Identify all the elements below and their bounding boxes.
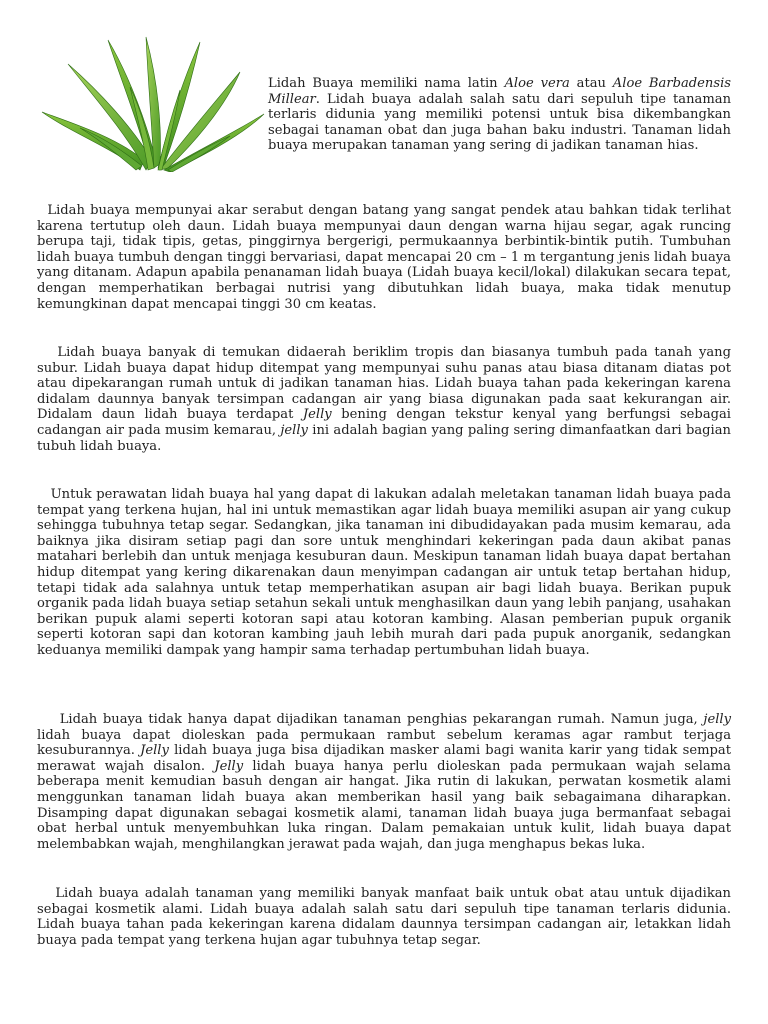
paragraph-5: Lidah buaya adalah tanaman yang memiliki banyak manfaat baik untuk obat atau untuk dijadikan sebagai kosmetik alami. Lidah buaya adalah salah satu dari sepuluh tipe tanaman terlaris didunia. Lidah buaya tahan pada kekeringan karena didalam daunnya tersimpan cadangan air, letakkan lidah buaya pada tempat yang terkena hujan agar tubuhnya tetap segar. (37, 886, 731, 948)
intro-text: atau (569, 76, 613, 91)
latin-name-aloe-barbadensis: Aloe Barbadensis Millear (268, 76, 731, 107)
paragraph-text: Lidah buaya tidak hanya dapat dijadikan tanaman penghias pekarangan rumah. Namun juga, (37, 712, 704, 727)
emphasis-jelly: Jelly (140, 743, 169, 759)
aloe-vera-plant-icon (40, 32, 266, 172)
paragraph-2 (37, 345, 731, 454)
paragraph-text: lidah buaya juga bisa dijadikan masker alami bagi wanita karir yang tidak sempat merawat wajah disalon. (37, 743, 731, 774)
paragraph-1: Lidah buaya mempunyai akar serabut dengan batang yang sangat pendek atau bahkan tidak terlihat karena tertutup oleh daun. Lidah buaya mempunyai daun dengan warna hijau segar, agak runcing berupa taji, tidak tipis, getas, pinggirnya bergerigi, permukaannya berbintik-bintik putih. Tumbuhan lidah buaya tumbuh dengan tinggi bervariasi, dapat mencapai 20 cm – 1 m tergantung jenis lidah buaya yang ditanam. Adapun apabila penanaman lidah buaya (Lidah buaya kecil/lokal) dilakukan secara tepat, dengan memperhatikan berbagai nutrisi yang dibutuhkan lidah buaya, maka tidak menutup kemungkinan dapat mencapai tinggi 30 cm keatas. (37, 203, 731, 312)
paragraph-4 (37, 712, 731, 852)
paragraph-text: ini adalah bagian yang paling sering dimanfaatkan dari bagian tubuh lidah buaya. (37, 422, 731, 454)
intro-text: . Lidah buaya adalah salah satu dari sepuluh tipe tanaman terlaris didunia yang memiliki potensi untuk bisa dikembangkan sebagai tanaman obat dan juga bahan baku industri. Tanaman lidah buaya merupakan tanaman yang sering di jadikan tanaman hias. (268, 91, 731, 154)
paragraph-text: lidah buaya dapat dioleskan pada permukaan rambut sebelum keramas agar rambut terjaga kesuburannya. (37, 727, 731, 759)
latin-name-aloe-vera: Aloe vera (504, 76, 570, 91)
intro-text: Lidah Buaya memiliki nama latin (268, 76, 505, 91)
paragraph-text: bening dengan tekstur kenyal yang berfungsi sebagai cadangan air pada musim kemarau, (37, 407, 731, 438)
intro-paragraph (268, 76, 731, 154)
emphasis-jelly: jelly (280, 422, 308, 438)
emphasis-jelly: Jelly (302, 407, 332, 423)
emphasis-jelly: Jelly (214, 758, 244, 774)
emphasis-jelly: jelly (703, 712, 731, 727)
paragraph-text: lidah buaya hanya perlu dioleskan pada permukaan wajah selama beberapa menit kemudian basuh dengan air hangat. Jika rutin di lakukan, perwatan kosmetik alami menggunkan tanaman lidah buaya akan memberikan hasil yang baik sebagaimana diharapkan. Disamping dapat digunakan sebagai kosmetik alami, tanaman lidah buaya juga bermanfaat sebagai obat herbal untuk menyembuhkan luka ringan. Dalam pemakaian untuk kulit, lidah buaya dapat melembabkan wajah, menghilangkan jerawat pada wajah, dan juga menghapus bekas luka. (37, 758, 731, 852)
paragraph-text: Lidah buaya banyak di temukan didaerah beriklim tropis dan biasanya tumbuh pada tanah yang subur. Lidah buaya dapat hidup ditempat yang mempunyai suhu panas atau biasa ditanam diatas pot atau dipekarangan rumah untuk di jadikan tanaman hias. Lidah buaya tahan pada kekeringan karena didalam daunnya banyak tersimpan cadangan air yang biasa digunakan pada saat kekurangan air. Didalam daun lidah buaya terdapat (37, 345, 731, 423)
paragraph-3: Untuk perawatan lidah buaya hal yang dapat di lakukan adalah meletakan tanaman lidah buaya pada tempat yang terkena hujan, hal ini untuk memastikan agar lidah buaya memiliki asupan air yang cukup sehingga tubuhnya tetap segar. Sedangkan, jika tanaman ini dibudidayakan pada musim kemarau, ada baiknya jika disiram setiap pagi dan sore untuk menghindari kekeringan pada daun akibat panas matahari berlebih dan untuk menjaga kesuburan daun. Meskipun tanaman lidah buaya dapat bertahan hidup ditempat yang kering dikarenakan daun menyimpan cadangan air untuk tetap bertahan hidup, tetapi tidak ada salahnya untuk tetap memperhatikan asupan air bagi lidah buaya. Berikan pupuk organik pada lidah buaya setiap setahun sekali untuk menghasilkan daun yang lebih panjang, usahakan berikan pupuk alami seperti kotoran sapi atau kotoran kambing. Alasan pemberian pupuk organik seperti kotoran sapi dan kotoran kambing jauh lebih murah dari pada pupuk anorganik, sedangkan keduanya memiliki dampak yang hampir sama terhadap pertumbuhan lidah buaya. (37, 487, 731, 658)
